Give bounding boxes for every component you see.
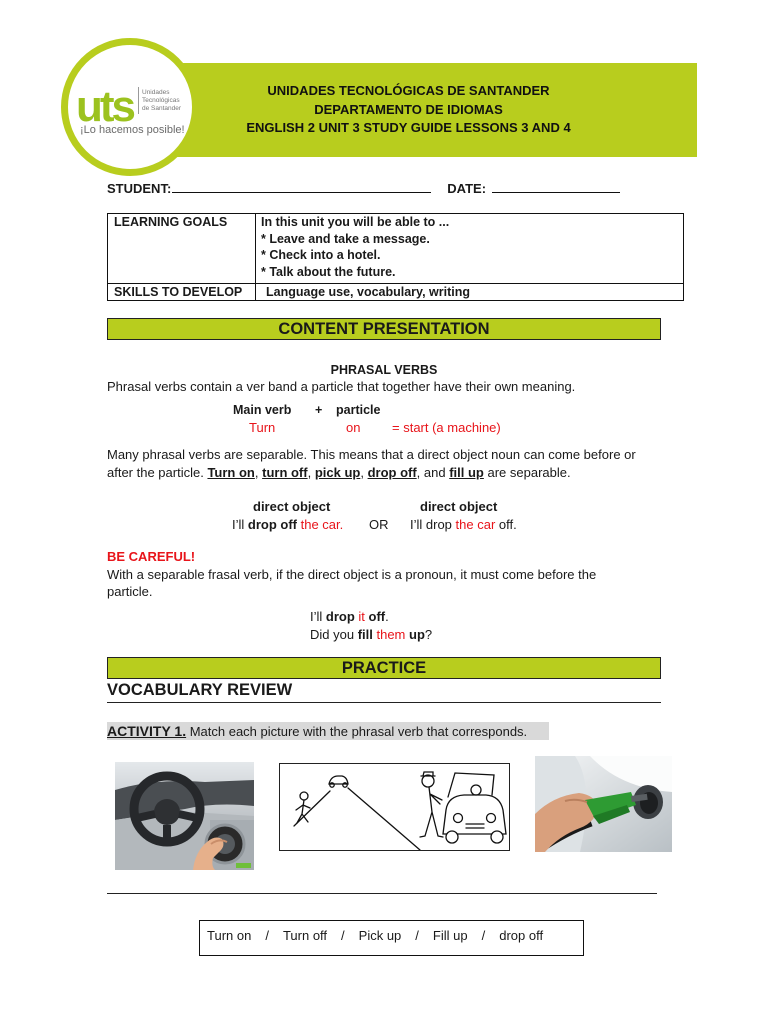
phrasal-verbs-heading: PHRASAL VERBS	[330, 363, 438, 377]
phrasal-verb-term: fill up	[449, 465, 484, 480]
department-name: DEPARTAMENTO DE IDIOMAS	[314, 101, 503, 117]
word-bank-separator: /	[265, 928, 269, 943]
vocabulary-review-heading: VOCABULARY REVIEW	[107, 681, 293, 699]
logo-name-line: Unidades	[142, 89, 170, 96]
particle-text: up	[405, 627, 425, 642]
pronoun-example-1	[310, 609, 389, 625]
word-bank-separator: /	[415, 928, 419, 943]
student-date-line	[107, 180, 620, 197]
student-blank	[172, 180, 431, 193]
word-bank-item: Pick up	[358, 928, 402, 943]
learning-goals-content	[261, 214, 449, 281]
phrasal-verb-term: drop off	[247, 517, 297, 532]
text-run: after the particle.	[107, 465, 208, 480]
text-run: I’ll	[232, 517, 248, 532]
picture-cartoon-hill	[279, 763, 510, 851]
answer-line	[107, 893, 657, 894]
direct-object-label-a: direct object	[253, 499, 331, 514]
formula-main-verb: Main verb	[233, 403, 292, 417]
word-bank-item: Turn off	[282, 928, 328, 943]
pronoun-rule-line1: With a separable frasal verb, if the direct object is a pronoun, it must come before the	[107, 567, 597, 582]
word-bank-separator: /	[341, 928, 345, 943]
activity-label: ACTIVITY 1.	[107, 723, 187, 739]
logo-name-line: de Santander	[142, 105, 182, 112]
picture-car-dashboard	[115, 762, 254, 870]
verb-text: drop	[325, 609, 355, 624]
vocabulary-review-rule	[107, 702, 661, 703]
text-run: ,	[307, 465, 315, 480]
pronoun-rule-line2: particle.	[107, 584, 153, 599]
formula-particle: particle	[336, 403, 381, 417]
logo-institution-name	[142, 89, 181, 113]
skills-label: SKILLS TO DEVELOP	[114, 285, 243, 299]
text-run: ?	[424, 627, 433, 642]
pronoun-text: them	[372, 627, 406, 642]
text-run: I’ll	[310, 609, 326, 624]
institution-name: UNIDADES TECNOLÓGICAS DE SANTANDER	[267, 83, 550, 98]
text-run: off.	[495, 517, 517, 532]
word-bank-item: drop off	[499, 928, 544, 943]
activity-text: Match each picture with the phrasal verb that corresponds.	[186, 724, 528, 739]
activity-1-instruction	[107, 722, 549, 740]
date-blank	[492, 180, 620, 193]
separable-paragraph-line2	[107, 465, 571, 481]
phrasal-verb-term: pick up	[314, 465, 361, 480]
text-run: I’ll drop	[410, 517, 456, 532]
word-bank	[199, 920, 584, 956]
header-title-block	[132, 82, 685, 138]
text-run: ,	[254, 465, 263, 480]
direct-object-text: the car.	[296, 517, 344, 532]
word-bank-separator: /	[481, 928, 486, 943]
word-bank-item: Turn on	[207, 928, 252, 943]
date-label: DATE:	[447, 181, 487, 196]
pronoun-text: it	[354, 609, 365, 624]
logo-name-line: Tecnológicas	[142, 97, 180, 104]
picture-fuel-nozzle	[535, 756, 672, 852]
logo-wordmark: uts	[76, 82, 133, 131]
learning-goal-item: * Leave and take a message.	[261, 231, 430, 246]
direct-object-label-b: direct object	[420, 499, 498, 514]
formula-example-meaning: = start (a machine)	[392, 420, 501, 435]
content-presentation-title: CONTENT PRESENTATION	[107, 318, 661, 340]
word-bank-item: Fill up	[432, 928, 468, 943]
uts-logo	[61, 38, 199, 176]
table-divider-vertical	[255, 214, 256, 300]
or-connector: OR	[369, 517, 389, 532]
formula-example-verb: Turn	[249, 420, 276, 435]
phrasal-verb-term: drop off	[367, 465, 417, 480]
direct-object-text: the car	[455, 517, 496, 532]
learning-goals-label: LEARNING GOALS	[114, 215, 228, 229]
phrasal-verbs-definition: Phrasal verbs contain a ver band a particle that together have their own meaning.	[107, 379, 576, 394]
text-run: Did you	[310, 627, 358, 642]
practice-title: PRACTICE	[107, 657, 661, 679]
text-run: , and	[416, 465, 450, 480]
learning-goals-intro: In this unit you will be able to ...	[261, 215, 450, 229]
be-careful-warning: BE CAREFUL!	[107, 549, 196, 564]
text-run: .	[385, 609, 389, 624]
header-band	[132, 63, 697, 157]
separable-paragraph-line1: Many phrasal verbs are separable. This means that a direct object noun can come before or	[107, 447, 636, 462]
logo-divider	[138, 87, 139, 114]
skills-value: Language use, vocabulary, writing	[266, 285, 470, 299]
verb-text: fill	[357, 627, 373, 642]
phrasal-verb-term: turn off	[262, 465, 308, 480]
student-label: STUDENT:	[107, 181, 172, 196]
text-run: ,	[360, 465, 368, 480]
pronoun-example-2	[310, 627, 432, 643]
learning-goal-item: * Talk about the future.	[261, 265, 396, 280]
text-run: are separable.	[483, 465, 571, 480]
learning-goals-table	[107, 213, 684, 301]
phrasal-verb-term: Turn on	[207, 465, 255, 480]
document-title: ENGLISH 2 UNIT 3 STUDY GUIDE LESSONS 3 AND 4	[246, 120, 571, 135]
example-sentence-b	[410, 517, 517, 533]
example-sentence-a	[232, 517, 343, 533]
formula-example-particle: on	[346, 420, 361, 435]
learning-goal-item: * Check into a hotel.	[261, 248, 381, 263]
formula-plus: +	[315, 403, 323, 417]
logo-slogan: ¡Lo hacemos posible!	[80, 124, 185, 136]
particle-text: off	[364, 609, 386, 624]
